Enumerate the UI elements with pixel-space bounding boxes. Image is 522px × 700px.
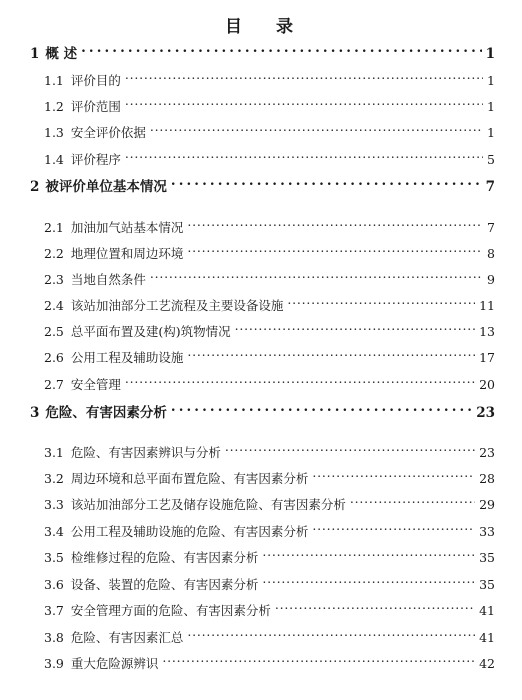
entry-title: 总平面布置及建(构)筑物情况 <box>70 323 231 339</box>
entry-number: 2.3 <box>44 272 64 287</box>
entry-page-number: 7 <box>485 179 495 195</box>
entry-number: 3.8 <box>44 629 64 645</box>
entry-page-number: 28 <box>479 470 495 486</box>
entry-page-number: 23 <box>476 405 495 421</box>
entry-page-number: 9 <box>487 272 495 287</box>
entry-number: 3.6 <box>44 576 64 592</box>
entry-page-number: 11 <box>479 297 495 313</box>
toc-section-entry[interactable] <box>44 264 495 287</box>
toc-section-entry[interactable] <box>44 542 495 565</box>
entry-title: 公用工程及辅助设施 <box>70 350 184 365</box>
entry-number: 3.7 <box>44 603 64 618</box>
toc-section-entry[interactable] <box>44 489 495 512</box>
entry-title: 概 述 <box>45 46 78 62</box>
entry-title: 加油加气站基本情况 <box>70 220 184 235</box>
toc-section-entry[interactable] <box>44 622 495 645</box>
entry-title: 评价目的 <box>70 72 121 88</box>
toc-section-entry[interactable] <box>44 437 495 460</box>
dot-leader <box>225 437 475 457</box>
entry-page-number: 35 <box>479 576 495 592</box>
entry-title: 安全管理方面的危险、有害因素分析 <box>70 603 271 618</box>
entry-title: 检维修过程的危险、有害因素分析 <box>70 550 259 565</box>
entry-page-number: 41 <box>479 629 495 645</box>
entry-title: 设备、装置的危险、有害因素分析 <box>70 576 259 592</box>
toc-chapter-entry[interactable] <box>30 397 495 421</box>
dot-leader <box>187 238 483 258</box>
entry-number: 2.2 <box>44 245 64 261</box>
entry-number: 1.1 <box>44 72 64 88</box>
entry-title: 安全评价依据 <box>70 125 146 140</box>
toc-section-entry[interactable] <box>44 369 495 392</box>
entry-number: 3.2 <box>44 470 64 486</box>
entry-number: 3.3 <box>44 497 64 512</box>
entry-number: 3.4 <box>44 523 64 539</box>
dot-leader <box>262 569 475 589</box>
toc-section-entry[interactable] <box>44 516 495 539</box>
entry-number: 1.4 <box>44 151 64 167</box>
toc-section-entry[interactable] <box>44 117 495 140</box>
entry-title: 危险、有害因素辨识与分析 <box>70 445 221 460</box>
entry-page-number: 42 <box>479 656 495 671</box>
entry-number: 3.9 <box>44 656 64 671</box>
toc-section-entry[interactable] <box>44 238 495 261</box>
dot-leader <box>235 316 475 336</box>
entry-page-number: 1 <box>487 72 495 88</box>
entry-page-number: 23 <box>479 445 495 460</box>
entry-number: 3 <box>30 405 40 421</box>
entry-title: 公用工程及辅助设施的危险、有害因素分析 <box>70 523 309 539</box>
page-title: 目 录 <box>225 17 307 37</box>
dot-leader <box>275 595 475 615</box>
entry-number: 2.6 <box>44 350 64 365</box>
dot-leader <box>150 264 483 284</box>
entry-page-number: 35 <box>479 550 495 565</box>
dot-leader <box>150 117 483 137</box>
toc-section-entry[interactable] <box>44 342 495 365</box>
toc-section-entry[interactable] <box>44 595 495 618</box>
toc-section-entry[interactable] <box>44 91 495 114</box>
entry-title: 评价程序 <box>70 151 121 167</box>
entry-title: 该站加油部分工艺流程及主要设备设施 <box>70 297 284 313</box>
dot-leader <box>125 144 483 164</box>
entry-number: 2 <box>30 179 40 195</box>
toc-section-entry[interactable] <box>44 290 495 313</box>
entry-number: 2.5 <box>44 323 64 339</box>
entry-title: 该站加油部分工艺及储存设施危险、有害因素分析 <box>70 497 346 512</box>
toc-chapter-entry[interactable] <box>30 38 495 62</box>
dot-leader <box>287 290 475 310</box>
entry-page-number: 1 <box>485 46 495 62</box>
entry-number: 1.3 <box>44 125 64 140</box>
entry-page-number: 29 <box>479 497 495 512</box>
entry-page-number: 7 <box>487 220 495 235</box>
dot-leader <box>81 38 481 58</box>
entry-number: 3.1 <box>44 445 64 460</box>
entry-page-number: 41 <box>479 603 495 618</box>
dot-leader <box>312 463 475 483</box>
toc-section-entry[interactable] <box>44 648 495 671</box>
entry-number: 2.4 <box>44 297 64 313</box>
toc-section-entry[interactable] <box>44 463 495 486</box>
dot-leader <box>262 542 475 562</box>
toc-section-entry[interactable] <box>44 569 495 592</box>
dot-leader <box>312 516 475 536</box>
entry-number: 1 <box>30 46 40 62</box>
dot-leader <box>187 212 483 232</box>
dot-leader <box>187 342 475 362</box>
entry-page-number: 13 <box>479 323 495 339</box>
dot-leader <box>125 91 483 111</box>
entry-page-number: 17 <box>479 350 495 365</box>
entry-title: 当地自然条件 <box>70 272 146 287</box>
entry-title: 安全管理 <box>70 376 121 392</box>
entry-page-number: 20 <box>479 376 495 392</box>
entry-title: 地理位置和周边环境 <box>70 245 184 261</box>
toc-section-entry[interactable] <box>44 212 495 235</box>
entry-number: 3.5 <box>44 550 64 565</box>
entry-page-number: 1 <box>487 99 495 114</box>
entry-number: 1.2 <box>44 99 64 114</box>
entry-title: 被评价单位基本情况 <box>45 179 167 195</box>
entry-page-number: 1 <box>487 125 495 140</box>
toc-chapter-entry[interactable] <box>30 171 495 195</box>
dot-leader <box>125 369 475 389</box>
entry-page-number: 5 <box>487 151 495 167</box>
dot-leader <box>162 648 475 668</box>
entry-title: 重大危险源辨识 <box>70 656 159 671</box>
dot-leader <box>350 489 475 509</box>
toc-section-entry[interactable] <box>44 65 495 88</box>
dot-leader <box>171 171 482 191</box>
entry-title: 危险、有害因素汇总 <box>70 629 184 645</box>
dot-leader <box>125 65 483 85</box>
toc-section-entry[interactable] <box>44 144 495 167</box>
dot-leader <box>187 622 475 642</box>
entry-title: 周边环境和总平面布置危险、有害因素分析 <box>70 470 309 486</box>
toc-section-entry[interactable] <box>44 316 495 339</box>
entry-number: 2.1 <box>44 220 64 235</box>
dot-leader <box>171 397 472 417</box>
entry-page-number: 8 <box>487 245 495 261</box>
entry-title: 评价范围 <box>70 99 121 114</box>
entry-number: 2.7 <box>44 376 64 392</box>
entry-title: 危险、有害因素分析 <box>45 405 167 421</box>
entry-page-number: 33 <box>479 523 495 539</box>
